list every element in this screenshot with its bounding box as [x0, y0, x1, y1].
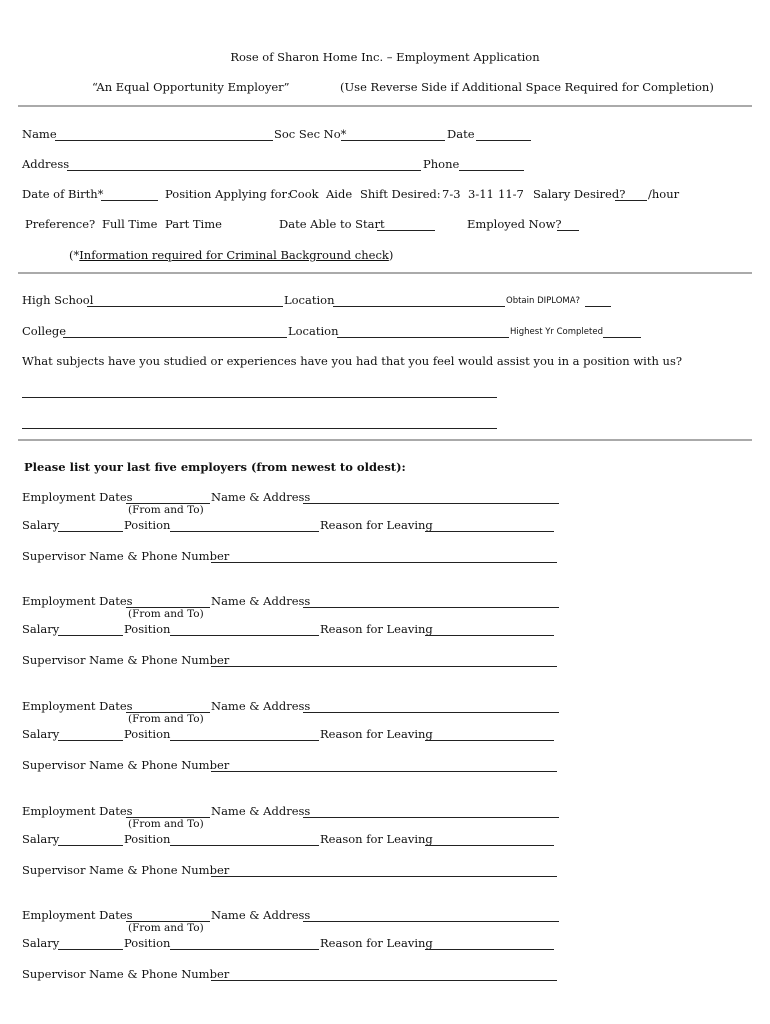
college-field[interactable]	[63, 337, 287, 338]
subjects-question: What subjects have you studied or experiences have you had that you feel would assist you in a position with us?	[22, 354, 683, 368]
salary-unit: /hour	[648, 187, 680, 201]
shift-option-7-3[interactable]: 7-3	[442, 187, 461, 201]
name-address-label: Name & Address	[211, 594, 311, 608]
position-field[interactable]	[170, 740, 319, 741]
preference-option-full-time[interactable]: Full Time	[102, 217, 158, 231]
salary-field[interactable]	[58, 845, 123, 846]
salary-label: Salary	[22, 518, 60, 532]
employment-dates-label: Employment Dates	[22, 594, 133, 608]
employed-now-label: Employed Now?	[467, 217, 562, 231]
equal-opportunity-text: “An Equal Opportunity Employer”	[92, 80, 290, 94]
name-label: Name	[22, 127, 57, 141]
employer-name-address-field[interactable]	[303, 607, 559, 608]
supervisor-field[interactable]	[211, 980, 557, 981]
high-school-field[interactable]	[87, 306, 283, 307]
high-school-location-label: Location	[284, 293, 335, 307]
background-note-text: Information required for Criminal Background check	[79, 248, 389, 262]
from-to-note: (From and To)	[128, 713, 204, 725]
employer-block-2	[0, 594, 770, 674]
college-label: College	[22, 324, 67, 338]
section-divider	[18, 105, 752, 107]
date-able-field[interactable]	[377, 230, 435, 231]
position-option-aide[interactable]: Aide	[326, 187, 353, 201]
from-to-note: (From and To)	[128, 818, 204, 830]
supervisor-field[interactable]	[211, 771, 557, 772]
supervisor-label: Supervisor Name & Phone Number	[22, 967, 230, 981]
salary-field[interactable]	[58, 635, 123, 636]
reason-label: Reason for Leaving	[320, 622, 433, 636]
position-label: Position Applying for:	[165, 187, 291, 201]
background-check-note	[69, 248, 393, 262]
ssn-label: Soc Sec No*	[274, 127, 347, 141]
salary-label: Salary	[22, 936, 60, 950]
high-school-location-field[interactable]	[333, 306, 505, 307]
employer-name-address-field[interactable]	[303, 712, 559, 713]
address-field[interactable]	[67, 170, 421, 171]
reason-label: Reason for Leaving	[320, 727, 433, 741]
highest-year-label: Highest Yr Completed	[510, 327, 603, 337]
supervisor-label: Supervisor Name & Phone Number	[22, 758, 230, 772]
supervisor-label: Supervisor Name & Phone Number	[22, 653, 230, 667]
reason-field[interactable]	[425, 531, 554, 532]
subjects-answer-line-2[interactable]	[22, 428, 497, 429]
background-note-suffix: )	[388, 248, 394, 262]
employer-name-address-field[interactable]	[303, 921, 559, 922]
date-field[interactable]	[476, 140, 531, 141]
reason-label: Reason for Leaving	[320, 518, 433, 532]
employer-block-5	[0, 908, 770, 988]
employer-name-address-field[interactable]	[303, 503, 559, 504]
position-label: Position	[124, 936, 171, 950]
section-divider	[18, 272, 752, 274]
reason-field[interactable]	[425, 740, 554, 741]
college-location-label: Location	[288, 324, 339, 338]
employers-heading: Please list your last five employers (from newest to oldest):	[24, 460, 406, 474]
salary-desired-field[interactable]	[615, 200, 647, 201]
highest-year-field[interactable]	[603, 337, 641, 338]
phone-label: Phone	[423, 157, 460, 171]
from-to-note: (From and To)	[128, 504, 204, 516]
diploma-field[interactable]	[585, 306, 611, 307]
supervisor-label: Supervisor Name & Phone Number	[22, 863, 230, 877]
salary-label: Salary	[22, 832, 60, 846]
college-location-field[interactable]	[337, 337, 509, 338]
shift-option-3-11[interactable]: 3-11	[468, 187, 494, 201]
employer-name-address-field[interactable]	[303, 817, 559, 818]
phone-field[interactable]	[459, 170, 524, 171]
reason-label: Reason for Leaving	[320, 832, 433, 846]
address-label: Address	[22, 157, 70, 171]
position-label: Position	[124, 518, 171, 532]
reason-label: Reason for Leaving	[320, 936, 433, 950]
date-label: Date	[447, 127, 475, 141]
subjects-answer-line-1[interactable]	[22, 397, 497, 398]
high-school-label: High School	[22, 293, 94, 307]
employment-dates-label: Employment Dates	[22, 804, 133, 818]
position-field[interactable]	[170, 531, 319, 532]
salary-label: Salary	[22, 622, 60, 636]
supervisor-field[interactable]	[211, 562, 557, 563]
salary-field[interactable]	[58, 531, 123, 532]
section-divider	[18, 439, 752, 441]
employer-block-3	[0, 699, 770, 779]
position-field[interactable]	[170, 949, 319, 950]
salary-desired-label: Salary Desired?	[533, 187, 626, 201]
position-label: Position	[124, 832, 171, 846]
shift-label: Shift Desired:	[360, 187, 441, 201]
employer-block-4	[0, 804, 770, 884]
employment-dates-label: Employment Dates	[22, 699, 133, 713]
supervisor-label: Supervisor Name & Phone Number	[22, 549, 230, 563]
name-address-label: Name & Address	[211, 804, 311, 818]
reverse-side-note: (Use Reverse Side if Additional Space Required for Completion)	[340, 80, 714, 94]
position-field[interactable]	[170, 635, 319, 636]
employer-block-1	[0, 490, 770, 570]
date-able-label: Date Able to Start	[279, 217, 385, 231]
reason-field[interactable]	[425, 949, 554, 950]
supervisor-field[interactable]	[211, 666, 557, 667]
dob-field[interactable]	[101, 200, 158, 201]
form-title: Rose of Sharon Home Inc. – Employment Application	[230, 50, 540, 64]
employment-dates-label: Employment Dates	[22, 490, 133, 504]
salary-label: Salary	[22, 727, 60, 741]
position-label: Position	[124, 622, 171, 636]
diploma-label: Obtain DIPLOMA?	[506, 296, 581, 306]
employed-now-field[interactable]	[557, 230, 579, 231]
background-note-prefix: (*	[69, 248, 80, 262]
reason-field[interactable]	[425, 635, 554, 636]
shift-option-11-7[interactable]: 11-7	[498, 187, 524, 201]
position-label: Position	[124, 727, 171, 741]
name-address-label: Name & Address	[211, 490, 311, 504]
preference-label: Preference?	[25, 217, 96, 231]
salary-field[interactable]	[58, 949, 123, 950]
supervisor-field[interactable]	[211, 876, 557, 877]
salary-field[interactable]	[58, 740, 123, 741]
reason-field[interactable]	[425, 845, 554, 846]
position-option-cook[interactable]: Cook	[289, 187, 319, 201]
from-to-note: (From and To)	[128, 608, 204, 620]
dob-label: Date of Birth*	[22, 187, 104, 201]
position-field[interactable]	[170, 845, 319, 846]
name-address-label: Name & Address	[211, 908, 311, 922]
employment-dates-label: Employment Dates	[22, 908, 133, 922]
name-field[interactable]	[55, 140, 273, 141]
name-address-label: Name & Address	[211, 699, 311, 713]
preference-option-part-time[interactable]: Part Time	[165, 217, 222, 231]
ssn-field[interactable]	[341, 140, 445, 141]
from-to-note: (From and To)	[128, 922, 204, 934]
